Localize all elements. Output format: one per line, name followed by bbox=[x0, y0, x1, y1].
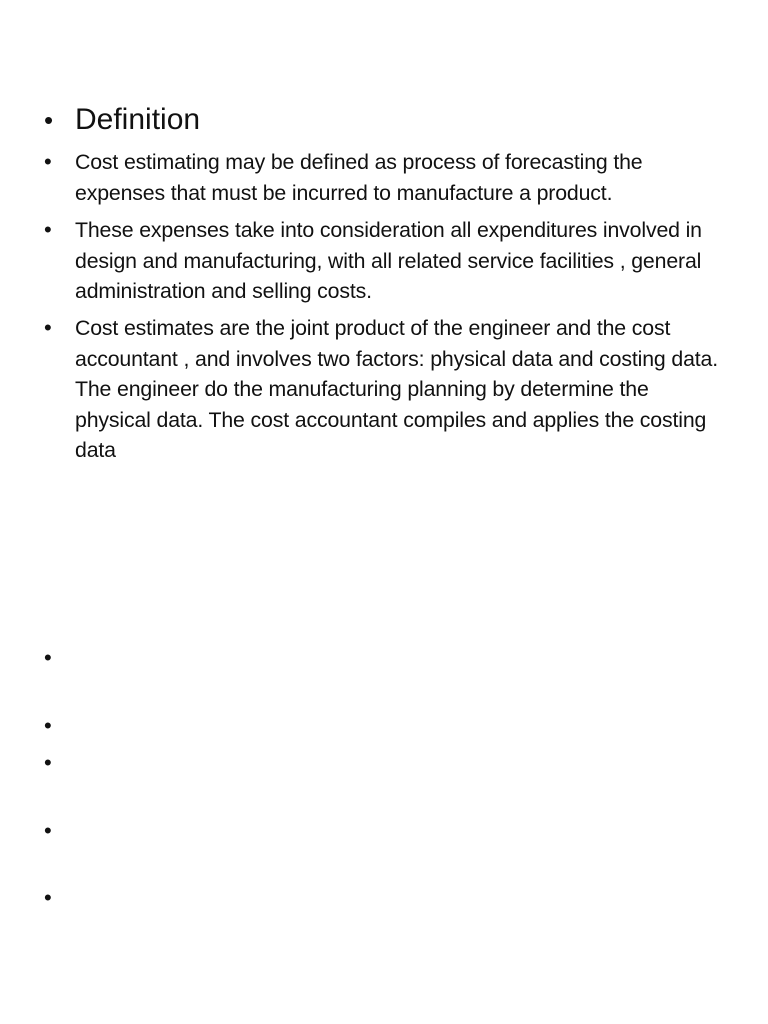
heading-item bbox=[44, 102, 724, 138]
point-text: Cost estimates are the joint product of the engineer and the cost accountant , and involves two factors: physical data and costing data. The engineer do the manufacturing planning by determine the physical data. The cost accountant compiles and applies the costing data bbox=[75, 316, 718, 462]
bullet-icon: • bbox=[44, 105, 54, 135]
empty-bullet-icon: • bbox=[44, 885, 52, 910]
list-item bbox=[44, 313, 724, 466]
point-text: Cost estimating may be defined as process of forecasting the expenses that must be incurred to manufacture a product. bbox=[75, 150, 643, 205]
empty-bullet-icon: • bbox=[44, 818, 52, 843]
point-text: These expenses take into consideration all expenditures involved in design and manufacturing, with all related service facilities , general administration and selling costs. bbox=[75, 218, 702, 303]
bullet-icon: • bbox=[44, 149, 52, 174]
list-item bbox=[44, 147, 724, 208]
empty-bullet-icon: • bbox=[44, 645, 52, 670]
list-item bbox=[44, 215, 724, 307]
bullet-icon: • bbox=[44, 217, 52, 242]
bullet-icon: • bbox=[44, 315, 52, 340]
empty-bullet-icon: • bbox=[44, 713, 52, 738]
empty-bullet-icon: • bbox=[44, 750, 52, 775]
slide-heading: Definition bbox=[75, 103, 201, 136]
